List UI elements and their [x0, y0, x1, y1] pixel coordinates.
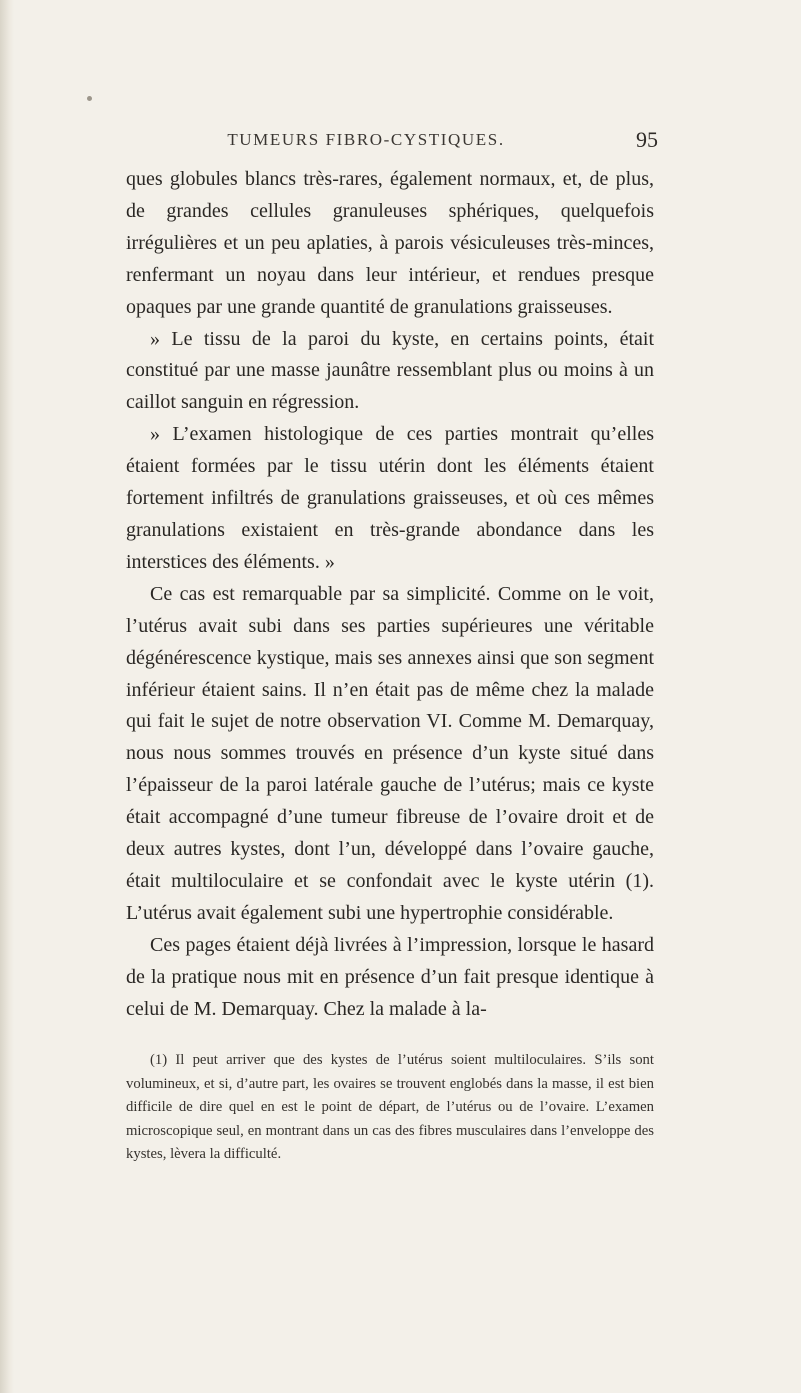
paragraph-new-case: Ces pages étaient déjà livrées à l’impression, lorsque le hasard de la pratique nous mit en présence d’un fait presque identique à celui de M. Demarquay. Chez la malade à la-: [126, 933, 654, 1020]
running-title: TUMEURS FIBRO-CYSTIQUES.: [227, 130, 505, 149]
page-number: 95: [636, 127, 658, 152]
paragraph-case-remarks: Ce cas est remarquable par sa simplicité. Comme on le voit, l’utérus avait subi dans ses parties supérieures une véritable dégénérescence kystique, mais ses annexes ainsi que son segment inférieur étaient sains. Il n’en était pas de même chez la malade qui fait le sujet de notre observation VI. Comme M. Demarquay, nous nous sommes trouvés en présence d’un kyste situé dans l’épaisseur de la paroi latérale gauche de l’utérus; mais ce kyste était accompagné d’une tumeur fibreuse de l’ovaire droit et de deux autres kystes, dont l’un, développé dans l’ovaire gauche, était multiloculaire et se confondait avec le kyste utérin (1). L’utérus avait également subi une hypertrophie considérable.: [126, 582, 654, 924]
page-edge-shadow: [0, 0, 14, 1393]
paragraph-continuation: ques globules blancs très-rares, également normaux, et, de plus, de grandes cellules granuleuses sphériques, quelquefois irrégulières et un peu aplaties, à parois vésiculeuses très-minces, renfermant un noyau dans leur intérieur, et rendues presque opaques par une grande quantité de granulations graisseuses.: [126, 168, 654, 318]
running-head: [0, 127, 801, 158]
paragraph-kyste-wall: » Le tissu de la paroi du kyste, en certains points, était constitué par une masse jaunâtre ressemblant plus ou moins à un caillot sanguin en régression.: [126, 327, 654, 414]
main-text: [126, 164, 654, 1025]
paragraph-histology: » L’examen histologique de ces parties montrait qu’elles étaient formées par le tissu utérin dont les éléments étaient fortement infiltrés de granulations graisseuses, et où ces mêmes granulations existaient en très-grande abondance dans les interstices des éléments. »: [126, 423, 654, 573]
footnotes: [126, 1049, 654, 1167]
margin-spot: [87, 96, 92, 101]
footnote-1: (1) Il peut arriver que des kystes de l’utérus soient multiloculaires. S’ils sont volumineux, et si, d’autre part, les ovaires se trouvent englobés dans la masse, il est bien difficile de dire quel en est le point de départ, de l’utérus ou de l’ovaire. L’examen microscopique seul, en montrant dans un cas des fibres musculaires dans l’enveloppe des kystes, lèvera la difficulté.: [126, 1052, 654, 1163]
